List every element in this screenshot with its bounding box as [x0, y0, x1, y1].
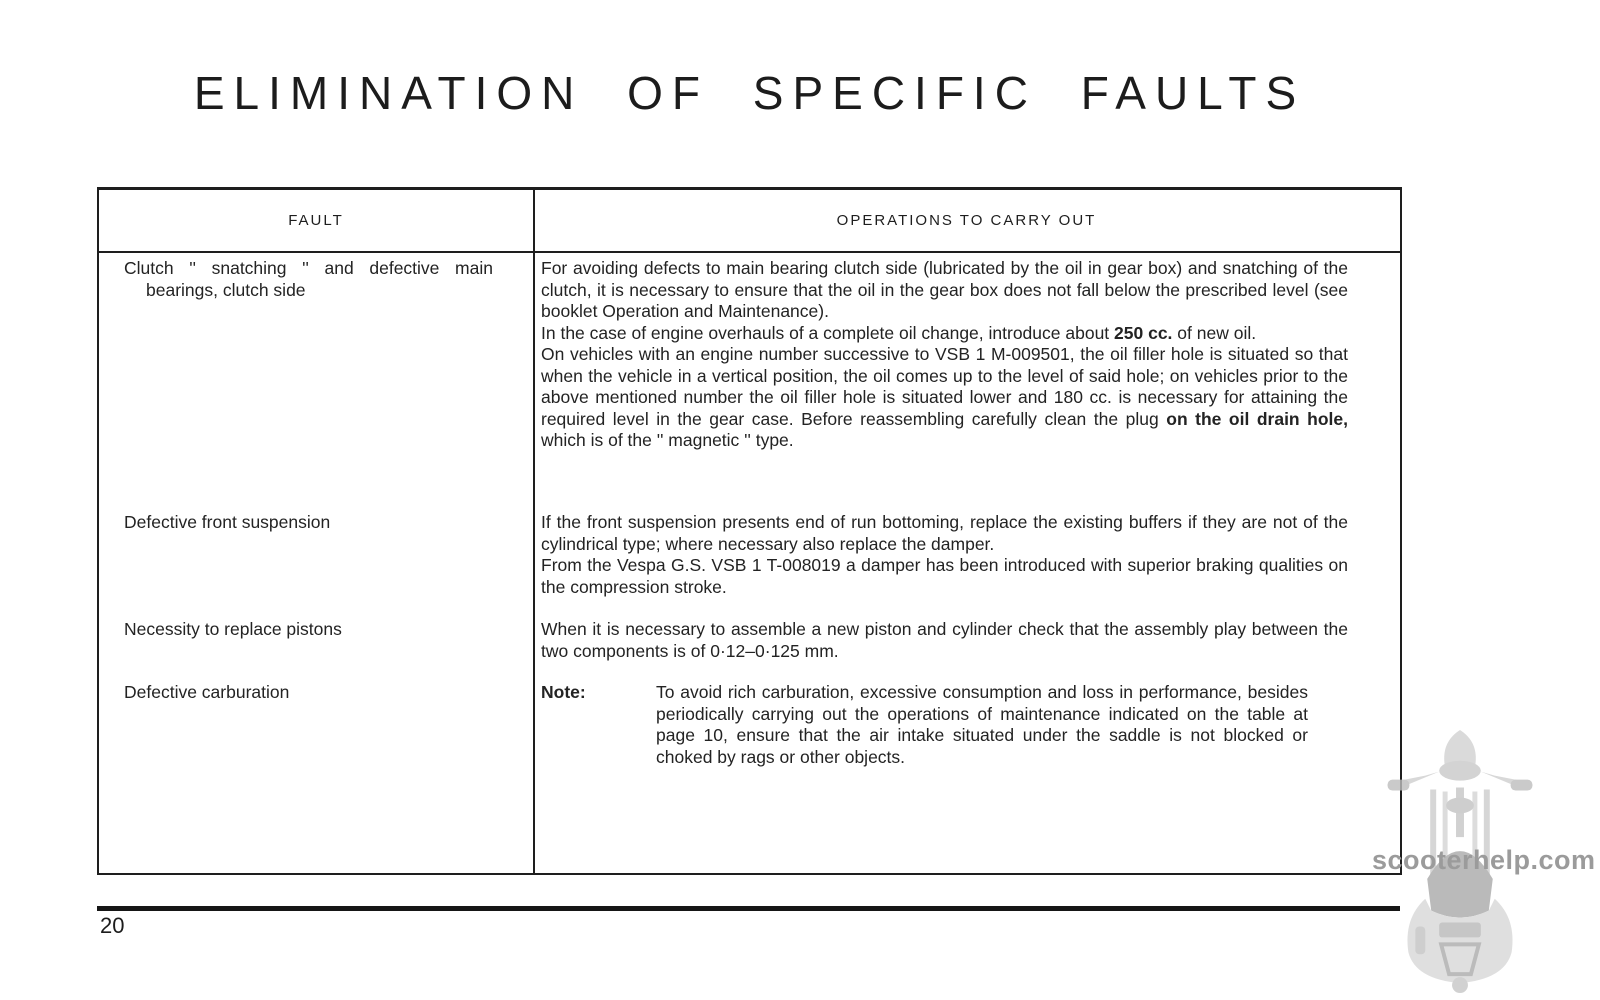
note-label: Note:	[541, 682, 586, 702]
faults-table	[97, 187, 1402, 875]
operations-cell-carburation	[533, 682, 1400, 768]
page-number: 20	[100, 913, 125, 938]
table-row	[99, 619, 1400, 662]
header-rule	[99, 251, 1400, 253]
column-header-operations: OPERATIONS TO CARRY OUT	[836, 212, 1097, 229]
bottom-rule	[97, 906, 1400, 911]
fault-cell-clutch: Clutch '' snatching '' and defective main bearings, clutch side	[124, 258, 493, 300]
table-row	[99, 512, 1400, 598]
column-header-fault: FAULT	[288, 212, 344, 229]
table-row	[99, 258, 1400, 452]
watermark-text: scooterhelp.com	[1372, 845, 1596, 875]
fault-cell-pistons: Necessity to replace pistons	[124, 619, 342, 639]
page-title: ELIMINATION OF SPECIFIC FAULTS	[193, 67, 1306, 119]
fault-cell-carburation: Defective carburation	[124, 682, 290, 702]
operations-cell-clutch: For avoiding defects to main bearing clutch side (lubricated by the oil in gear box) and snatching of the clutch, it is necessary to ensure that the oil in the gear box does not fall below the prescribed level (see booklet Operation and Maintenance). In the case of engine overhauls of a complete oil change, introduce about 250 cc. of new oil. On vehicles with an engine number successive to VSB 1 M-009501, the oil filler hole is situated so that when the vehicle in a vertical position, the oil comes up to the level of said hole; on vehicles prior to the above mentioned number the oil filler hole is situated lower and 180 cc. is necessary for attaining the required level in the gear case. Before reassembling carefully clean the plug on the oil drain hole, which is of the '' magnetic '' type.	[541, 258, 1348, 450]
operations-cell-suspension: If the front suspension presents end of run bottoming, replace the existing buffers if they are not of the cylindrical type; where necessary also replace the damper. From the Vespa G.S. VSB 1 T-008019 a damper has been introduced with superior braking qualities on the compression stroke.	[541, 512, 1348, 597]
table-header-row	[99, 190, 1400, 251]
table-row	[99, 682, 1400, 768]
operations-cell-pistons: When it is necessary to assemble a new piston and cylinder check that the assembly play between the two components is of 0·12–0·125 mm.	[541, 619, 1348, 661]
note-body: To avoid rich carburation, excessive consumption and loss in performance, besides periodically carrying out the operations of maintenance indicated on the table at page 10, ensure that the air intake situated under the saddle is not blocked or choked by rags or other objects.	[656, 682, 1308, 767]
fault-cell-suspension: Defective front suspension	[124, 512, 331, 532]
